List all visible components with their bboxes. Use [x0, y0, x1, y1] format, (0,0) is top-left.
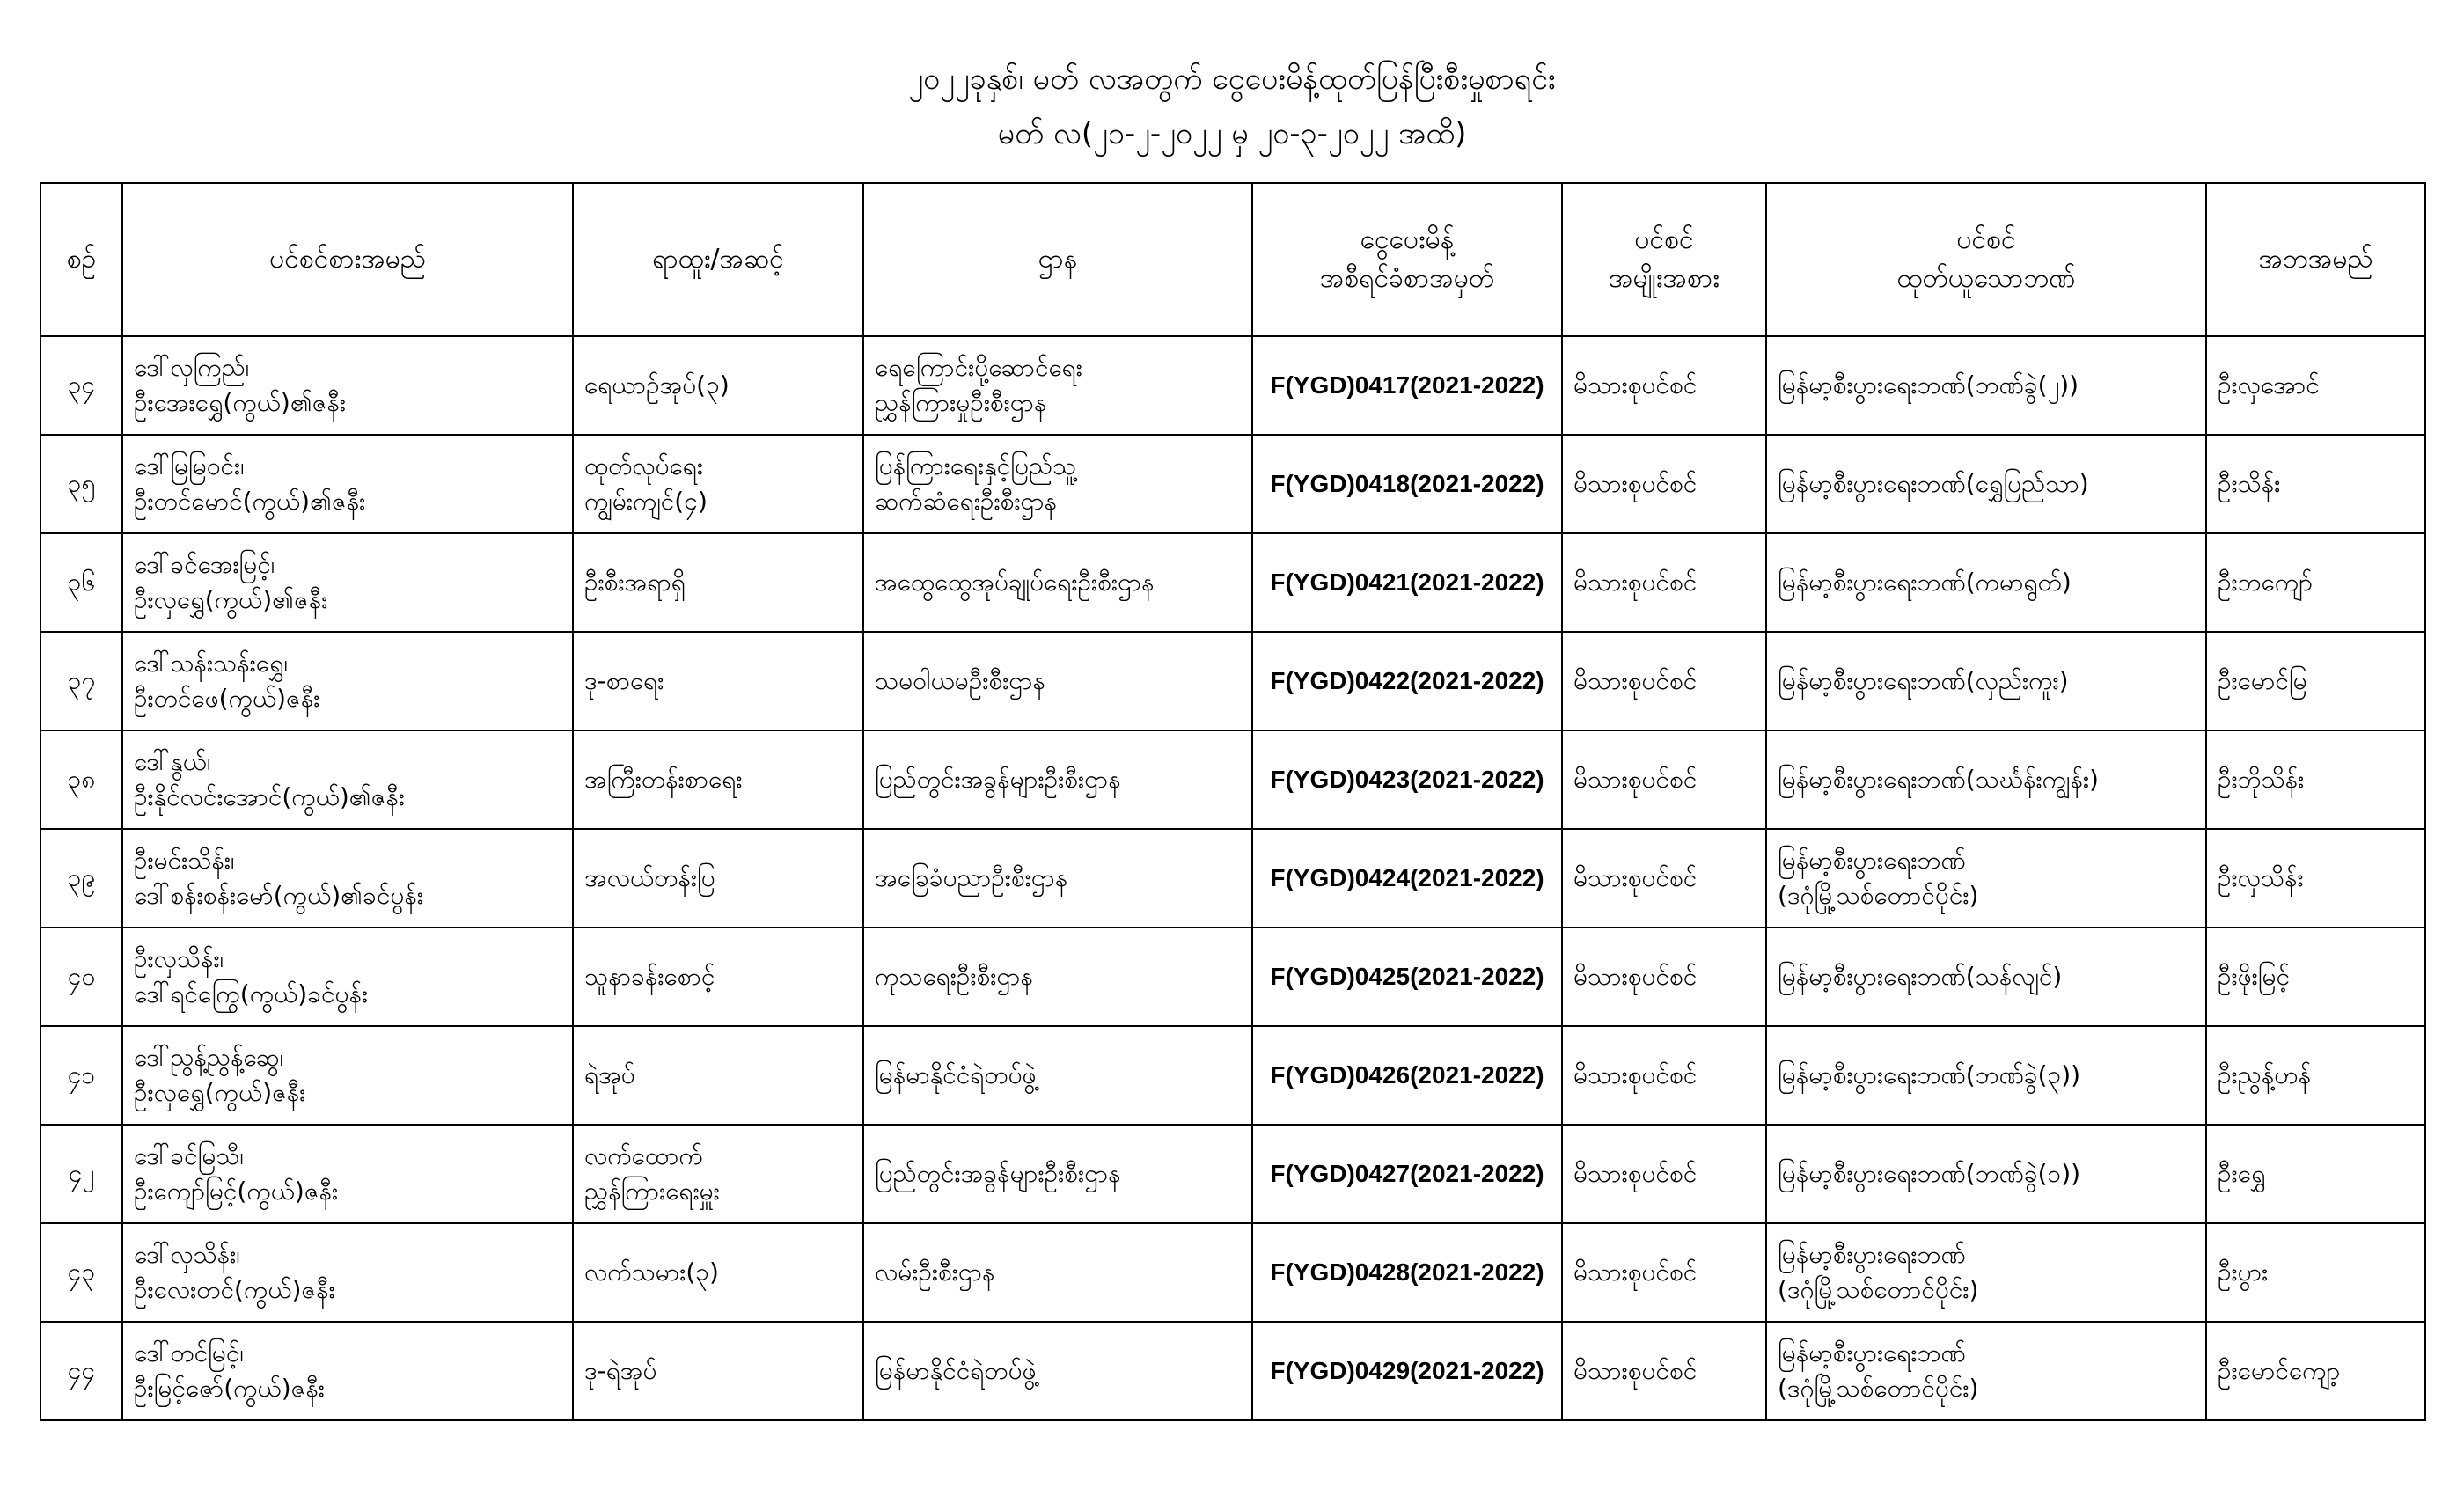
- pensioner-name-text: ဒေါ်စန်းစန်းမော်(ကွယ်)၏ခင်ပွန်း: [134, 881, 423, 910]
- order-number: [1252, 632, 1562, 730]
- table-row: [40, 632, 2425, 730]
- rank: [573, 829, 863, 928]
- col-header-father-name: [2206, 183, 2425, 336]
- pensioner-name-text: ဦးတင်မောင်(ကွယ်)၏ဇနီး: [134, 487, 366, 516]
- pensioner-name: [122, 1026, 573, 1125]
- pensioner-name-text: ဦးလေးတင်(ကွယ်)ဇနီး: [134, 1275, 335, 1304]
- bank: [1766, 1322, 2206, 1420]
- row-number: [40, 336, 122, 435]
- pension-type: [1562, 829, 1766, 928]
- order-number: [1252, 1223, 1562, 1322]
- rank-text: သူနာခန်းစောင့်: [584, 962, 715, 991]
- rank-text: လက်ထောက်: [584, 1141, 703, 1170]
- pension-table: [40, 182, 2426, 1421]
- header-label: စဉ်: [66, 244, 97, 275]
- pensioner-name-text: ဦးတင်ဖေ(ကွယ်)ဇနီး: [134, 684, 320, 713]
- col-header-order-number: [1252, 183, 1562, 336]
- pension-type-text: မိသားစုပင်စင်: [1573, 962, 1698, 991]
- department-text: အထွေထွေအုပ်ချုပ်ရေးဦးစီးဌာန: [875, 568, 1155, 597]
- bank-text: မြန်မာ့စီးပွားရေးဘဏ်(ရွှေပြည်သာ): [1778, 469, 2089, 498]
- pensioner-name-text: ဦးကျော်မြင့်(ကွယ်)ဇနီး: [134, 1177, 339, 1206]
- rank-text: အကြီးတန်းစာရေး: [584, 765, 743, 794]
- row-number: [40, 730, 122, 829]
- department: [863, 829, 1252, 928]
- bank-text: (ဒဂုံမြို့သစ်တောင်ပိုင်း): [1778, 881, 1979, 910]
- table-row: [40, 928, 2425, 1026]
- order-number-text: F(YGD)0428(2021-2022): [1270, 1258, 1544, 1286]
- pension-type: [1562, 632, 1766, 730]
- father-name-text: ဦးလှသိန်း: [2218, 863, 2304, 892]
- table-row: [40, 829, 2425, 928]
- department: [863, 533, 1252, 632]
- col-header-bank: [1766, 183, 2206, 336]
- row-number-text: ၃၄: [67, 370, 96, 400]
- bank-text: မြန်မာ့စီးပွားရေးဘဏ်(ကမာရွတ်): [1778, 568, 2072, 597]
- order-number: [1252, 928, 1562, 1026]
- pensioner-name-text: ဒေါ်သန်းသန်းရွှေ၊: [134, 649, 288, 678]
- header-label: အမျိုးအစား: [1609, 263, 1720, 294]
- department: [863, 632, 1252, 730]
- father-name: [2206, 829, 2425, 928]
- father-name-text: ဦးမောင်ကျော့: [2218, 1356, 2341, 1385]
- bank: [1766, 1223, 2206, 1322]
- department-text: ညွှန်ကြားမှုဦးစီးဌာန: [875, 388, 1047, 417]
- department: [863, 1026, 1252, 1125]
- order-number-text: F(YGD)0417(2021-2022): [1270, 371, 1544, 399]
- bank-text: မြန်မာ့စီးပွားရေးဘဏ်(ဘဏ်ခွဲ(၃)): [1778, 1060, 2081, 1089]
- bank-text: မြန်မာ့စီးပွားရေးဘဏ်(လှည်းကူး): [1778, 666, 2069, 695]
- father-name: [2206, 1125, 2425, 1223]
- father-name-text: ဦးဘိုသိန်း: [2218, 765, 2305, 794]
- pensioner-name: [122, 1125, 573, 1223]
- pensioner-name-text: ဦးလှရွှေ(ကွယ်)၏ဇနီး: [134, 585, 328, 614]
- pensioner-name: [122, 435, 573, 533]
- pension-type-text: မိသားစုပင်စင်: [1573, 1356, 1698, 1385]
- father-name: [2206, 533, 2425, 632]
- father-name-text: ဦးညွန့်ဟန်: [2218, 1060, 2312, 1089]
- col-header-department: [863, 183, 1252, 336]
- bank: [1766, 336, 2206, 435]
- table-body: [40, 336, 2425, 1420]
- document-subtitle: မတ် လ(၂၁-၂-၂၀၂၂ မှ ၂၀-၃-၂၀၂၂ အထိ): [997, 116, 1467, 151]
- pensioner-name-text: ဒေါ်မြမြဝင်း၊: [134, 451, 245, 480]
- pension-type-text: မိသားစုပင်စင်: [1573, 765, 1698, 794]
- header-label: ရာထူး/အဆင့်: [652, 244, 784, 275]
- pensioner-name-text: ဦးမြင့်ဇော်(ကွယ်)ဇနီး: [134, 1374, 325, 1403]
- bank: [1766, 632, 2206, 730]
- pensioner-name-text: ဒေါ်လှသိန်း၊: [134, 1240, 240, 1269]
- department-text: အခြေခံပညာဦးစီးဌာန: [875, 863, 1068, 892]
- department-text: မြန်မာနိုင်ငံရဲတပ်ဖွဲ့: [875, 1356, 1037, 1385]
- rank-text: လက်သမား(၃): [584, 1258, 719, 1287]
- pension-type-text: မိသားစုပင်စင်: [1573, 1060, 1698, 1089]
- father-name: [2206, 336, 2425, 435]
- bank-text: မြန်မာ့စီးပွားရေးဘဏ်(သင်္ဃန်းကျွန်း): [1778, 765, 2099, 794]
- bank-text: မြန်မာ့စီးပွားရေးဘဏ်(ဘဏ်ခွဲ(၁)): [1778, 1159, 2081, 1188]
- department-text: ပြန်ကြားရေးနှင့်ပြည်သူ့: [875, 451, 1077, 480]
- father-name-text: ဦးလှအောင်: [2218, 370, 2320, 400]
- pension-type: [1562, 435, 1766, 533]
- pensioner-name: [122, 829, 573, 928]
- pensioner-name-text: ဒေါ်ရင်ကြွေ(ကွယ်)ခင်ပွန်း: [134, 979, 369, 1008]
- pensioner-name: [122, 632, 573, 730]
- bank: [1766, 829, 2206, 928]
- document-title: ၂၀၂၂ခုနှစ်၊ မတ် လအတွက် ငွေပေးမိန့်ထုတ်ပြန်ပြီးစီးမှုစာရင်း: [908, 62, 1556, 97]
- pensioner-name-text: ဒေါ်ခင်မြသီ၊: [134, 1141, 244, 1170]
- department-text: လမ်းဦးစီးဌာန: [875, 1258, 995, 1287]
- pensioner-name: [122, 928, 573, 1026]
- pensioner-name-text: ဦးနိုင်လင်းအောင်(ကွယ်)၏ဇနီး: [134, 782, 405, 811]
- table-row: [40, 1322, 2425, 1420]
- department-text: ဆက်ဆံရေးဦးစီးဌာန: [875, 487, 1057, 516]
- table-row: [40, 533, 2425, 632]
- father-name-text: ဦးဖိုးမြင့်: [2218, 962, 2290, 991]
- order-number: [1252, 435, 1562, 533]
- rank-text: ဒု-စာရေး: [584, 666, 664, 695]
- row-number-text: ၄၂: [68, 1159, 95, 1188]
- rank: [573, 730, 863, 829]
- rank: [573, 1223, 863, 1322]
- pensioner-name: [122, 533, 573, 632]
- table-row: [40, 336, 2425, 435]
- rank: [573, 1322, 863, 1420]
- rank: [573, 435, 863, 533]
- father-name: [2206, 730, 2425, 829]
- order-number-text: F(YGD)0429(2021-2022): [1270, 1357, 1544, 1384]
- rank: [573, 336, 863, 435]
- department: [863, 730, 1252, 829]
- header-label: ပင်စင်: [1956, 224, 2016, 255]
- pension-type-text: မိသားစုပင်စင်: [1573, 863, 1698, 892]
- pension-type: [1562, 1223, 1766, 1322]
- header-label: အဘအမည်: [2258, 244, 2373, 275]
- rank: [573, 533, 863, 632]
- father-name: [2206, 435, 2425, 533]
- order-number-text: F(YGD)0418(2021-2022): [1270, 470, 1544, 497]
- pension-type-text: မိသားစုပင်စင်: [1573, 1258, 1698, 1287]
- department: [863, 435, 1252, 533]
- order-number: [1252, 829, 1562, 928]
- pension-type: [1562, 730, 1766, 829]
- department: [863, 928, 1252, 1026]
- bank: [1766, 533, 2206, 632]
- bank-text: မြန်မာ့စီးပွားရေးဘဏ်(သန်လျင်): [1778, 962, 2063, 991]
- order-number-text: F(YGD)0426(2021-2022): [1270, 1061, 1544, 1089]
- row-number-text: ၄၁: [67, 1060, 96, 1089]
- col-header-pension-type: [1562, 183, 1766, 336]
- department-text: သမဝါယမဦးစီးဌာန: [875, 666, 1045, 695]
- table-row: [40, 435, 2425, 533]
- rank-text: ဒု-ရဲအုပ်: [584, 1356, 657, 1385]
- row-number: [40, 1026, 122, 1125]
- rank-text: အလယ်တန်းပြ: [584, 863, 715, 892]
- pensioner-name-text: ဒေါ်နွယ်၊: [134, 747, 211, 776]
- pensioner-name-text: ဒေါ်ညွန့်ညွန့်ဆွေ၊: [134, 1043, 284, 1072]
- father-name: [2206, 632, 2425, 730]
- father-name: [2206, 1223, 2425, 1322]
- row-number-text: ၃၇: [67, 666, 96, 695]
- pensioner-name-text: ဒေါ်တင်မြင့်၊: [134, 1338, 244, 1368]
- pension-type: [1562, 336, 1766, 435]
- order-number: [1252, 1026, 1562, 1125]
- header-label: ထုတ်ယူသောဘဏ်: [1896, 263, 2076, 294]
- department: [863, 1125, 1252, 1223]
- header-label: အစီရင်ခံစာအမှတ်: [1319, 263, 1495, 294]
- father-name: [2206, 928, 2425, 1026]
- pension-type-text: မိသားစုပင်စင်: [1573, 666, 1698, 695]
- rank-text: ထုတ်လုပ်ရေး: [584, 451, 703, 480]
- father-name-text: ဦးဘကျော်: [2218, 568, 2314, 597]
- pension-type-text: မိသားစုပင်စင်: [1573, 568, 1698, 597]
- pensioner-name-text: ဒေါ်လှကြည်၊: [134, 353, 250, 382]
- rank: [573, 928, 863, 1026]
- father-name-text: ဦးပွား: [2218, 1258, 2269, 1287]
- row-number-text: ၄၃: [67, 1258, 96, 1287]
- department: [863, 336, 1252, 435]
- table-row: [40, 1026, 2425, 1125]
- pension-type-text: မိသားစုပင်စင်: [1573, 469, 1698, 498]
- department-text: မြန်မာနိုင်ငံရဲတပ်ဖွဲ့: [875, 1060, 1037, 1089]
- row-number: [40, 1322, 122, 1420]
- pensioner-name-text: ဦးမင်းသိန်း၊: [134, 846, 235, 875]
- order-number: [1252, 533, 1562, 632]
- order-number-text: F(YGD)0421(2021-2022): [1270, 568, 1544, 596]
- row-number: [40, 435, 122, 533]
- bank: [1766, 730, 2206, 829]
- bank-text: မြန်မာ့စီးပွားရေးဘဏ်(ဘဏ်ခွဲ(၂)): [1778, 370, 2079, 400]
- pension-type-text: မိသားစုပင်စင်: [1573, 1159, 1698, 1188]
- pension-type: [1562, 533, 1766, 632]
- rank-text: ရဲအုပ်: [584, 1060, 635, 1089]
- department-text: ပြည်တွင်းအခွန်များဦးစီးဌာန: [875, 1159, 1121, 1188]
- father-name: [2206, 1322, 2425, 1420]
- pensioner-name: [122, 1322, 573, 1420]
- pensioner-name-text: ဦးလှရွှေ(ကွယ်)ဇနီး: [134, 1078, 306, 1107]
- pension-type: [1562, 1322, 1766, 1420]
- row-number: [40, 533, 122, 632]
- order-number-text: F(YGD)0427(2021-2022): [1270, 1160, 1544, 1187]
- department-text: ကုသရေးဦးစီးဌာန: [875, 962, 1033, 991]
- row-number-text: ၃၉: [67, 863, 96, 892]
- bank-text: မြန်မာ့စီးပွားရေးဘဏ်: [1778, 1240, 1966, 1269]
- row-number-text: ၃၆: [67, 568, 96, 597]
- row-number: [40, 928, 122, 1026]
- col-header-name: [122, 183, 573, 336]
- order-number-text: F(YGD)0425(2021-2022): [1270, 963, 1544, 990]
- pensioner-name: [122, 336, 573, 435]
- table-row: [40, 730, 2425, 829]
- father-name-text: ဦးသိန်း: [2218, 469, 2281, 498]
- row-number: [40, 829, 122, 928]
- bank: [1766, 928, 2206, 1026]
- table-row: [40, 1223, 2425, 1322]
- bank-text: မြန်မာ့စီးပွားရေးဘဏ်: [1778, 846, 1966, 875]
- pension-type: [1562, 1026, 1766, 1125]
- pensioner-name-text: ဦးလှသိန်း၊: [134, 944, 224, 973]
- pensioner-name-text: ဦးအေးရွှေ(ကွယ်)၏ဇနီး: [134, 388, 347, 417]
- order-number-text: F(YGD)0424(2021-2022): [1270, 864, 1544, 891]
- header-label: ငွေပေးမိန့်: [1360, 224, 1455, 255]
- department-text: ရေကြောင်းပို့ဆောင်ရေး: [875, 353, 1082, 382]
- header-label: ပင်စင်စားအမည်: [269, 244, 426, 275]
- col-header-rank: [573, 183, 863, 336]
- table-row: [40, 1125, 2425, 1223]
- father-name-text: ဦးမောင်မြ: [2218, 666, 2307, 695]
- rank-text: ညွှန်ကြားရေးမှူး: [584, 1177, 720, 1206]
- department-text: ပြည်တွင်းအခွန်များဦးစီးဌာန: [875, 765, 1121, 794]
- rank: [573, 632, 863, 730]
- father-name: [2206, 1026, 2425, 1125]
- row-number: [40, 1223, 122, 1322]
- rank: [573, 1026, 863, 1125]
- bank-text: မြန်မာ့စီးပွားရေးဘဏ်: [1778, 1338, 1966, 1368]
- bank-text: (ဒဂုံမြို့သစ်တောင်ပိုင်း): [1778, 1374, 1979, 1403]
- bank: [1766, 1125, 2206, 1223]
- order-number: [1252, 730, 1562, 829]
- order-number: [1252, 1125, 1562, 1223]
- row-number: [40, 632, 122, 730]
- header-label: ပင်စင်: [1634, 224, 1694, 255]
- order-number: [1252, 336, 1562, 435]
- department: [863, 1223, 1252, 1322]
- bank: [1766, 1026, 2206, 1125]
- row-number: [40, 1125, 122, 1223]
- rank-text: ကျွမ်းကျင်(၄): [584, 487, 708, 516]
- rank-text: ဦးစီးအရာရှိ: [584, 568, 686, 597]
- pension-type-text: မိသားစုပင်စင်: [1573, 370, 1698, 400]
- pensioner-name-text: ဒေါ်ခင်အေးမြင့်၊: [134, 550, 275, 579]
- row-number-text: ၃၅: [67, 469, 96, 498]
- order-number: [1252, 1322, 1562, 1420]
- department: [863, 1322, 1252, 1420]
- header-label: ဌာန: [1038, 244, 1078, 275]
- bank: [1766, 435, 2206, 533]
- rank-text: ရေယာဉ်အုပ်(၃): [584, 370, 730, 400]
- table-header-row: [40, 183, 2425, 336]
- row-number-text: ၄၄: [67, 1356, 96, 1385]
- col-header-no: [40, 183, 122, 336]
- father-name-text: ဦးရွှေ: [2218, 1159, 2266, 1188]
- row-number-text: ၃၈: [67, 765, 96, 794]
- pensioner-name: [122, 730, 573, 829]
- rank: [573, 1125, 863, 1223]
- bank-text: (ဒဂုံမြို့သစ်တောင်ပိုင်း): [1778, 1275, 1979, 1304]
- order-number-text: F(YGD)0422(2021-2022): [1270, 667, 1544, 694]
- pensioner-name: [122, 1223, 573, 1322]
- pension-type: [1562, 1125, 1766, 1223]
- row-number-text: ၄၀: [67, 962, 96, 991]
- order-number-text: F(YGD)0423(2021-2022): [1270, 766, 1544, 793]
- pension-type: [1562, 928, 1766, 1026]
